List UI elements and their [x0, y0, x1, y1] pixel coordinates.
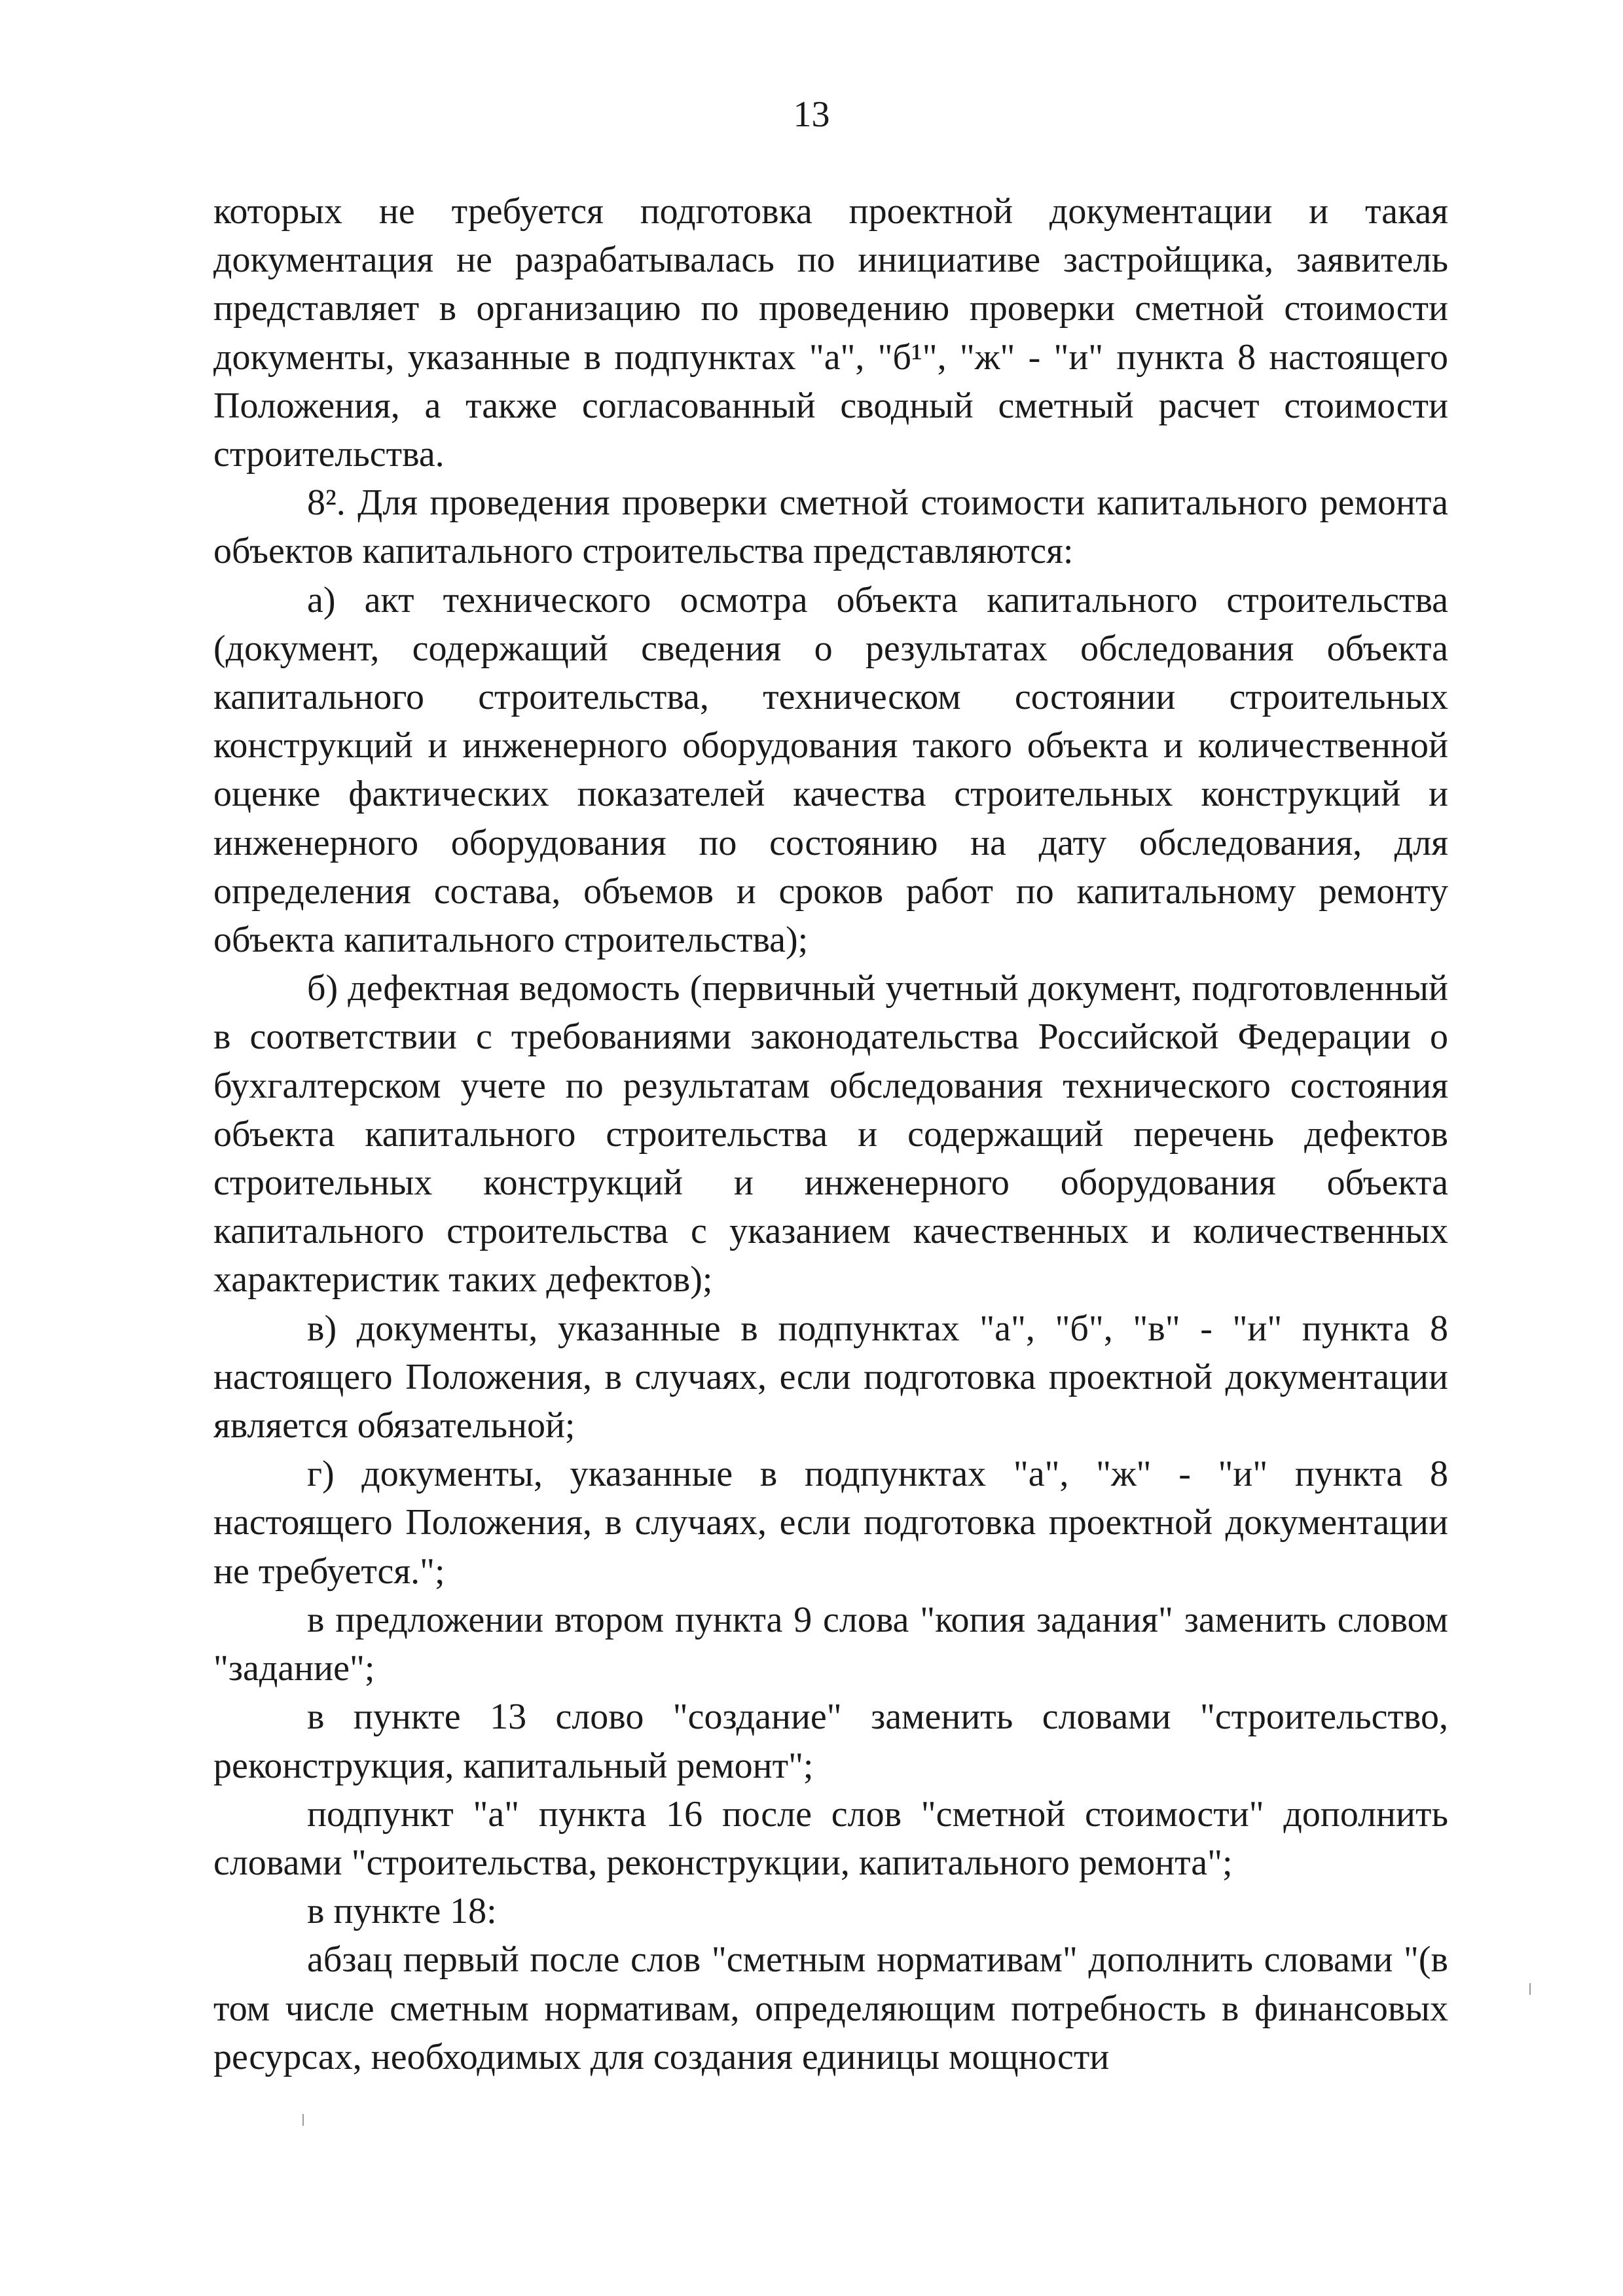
paragraph: которых не требуется подготовка проектной документации и такая документация не разрабатывалась по инициативе застройщика, заявитель представляет в организацию по проведению проверки сметной стоимости документы, указанные в подпунктах "а", "б¹", "ж" - "и" пункта 8 настоящего Положения, а также согласованный сводный сметный расчет стоимости строительства.: [213, 191, 1448, 475]
paragraph: г) документы, указанные в подпунктах "а", "ж" - "и" пункта 8 настоящего Положения, в случаях, если подготовка проектной документации не требуется.";: [213, 1454, 1448, 1592]
page-number: 13: [793, 94, 830, 135]
paragraph: в пункте 13 слово "создание" заменить словами "строительство, реконструкция, капитальный ремонт";: [213, 1696, 1448, 1786]
scan-artifact: [1529, 1983, 1531, 1995]
document-body: [213, 187, 1448, 2081]
paragraph: 8². Для проведения проверки сметной стоимости капитального ремонта объектов капитального строительства представляются:: [213, 482, 1448, 572]
paragraph: б) дефектная ведомость (первичный учетный документ, подготовленный в соответствии с требованиями законодательства Российской Федерации о бухгалтерском учете по результатам обследования технического состояния объекта капитального строительства и содержащий перечень дефектов строительных конструкций и инженерного оборудования объекта капитального строительства с указанием качественных и количественных характеристик таких дефектов);: [213, 968, 1448, 1300]
paragraph: в предложении втором пункта 9 слова "копия задания" заменить словом "задание";: [213, 1599, 1448, 1689]
scan-artifact: [302, 2114, 304, 2126]
paragraph: в) документы, указанные в подпунктах "а", "б", "в" - "и" пункта 8 настоящего Положения, в случаях, если подготовка проектной документации является обязательной;: [213, 1308, 1448, 1446]
paragraph: подпункт "а" пункта 16 после слов "сметной стоимости" дополнить словами "строительства, реконструкции, капитального ремонта";: [213, 1793, 1448, 1883]
paragraph: абзац первый после слов "сметным нормативам" дополнить словами "(в том числе сметным нормативам, определяющим потребность в финансовых ресурсах, необходимых для создания единицы мощности: [213, 1939, 1448, 2077]
paragraph: в пункте 18:: [307, 1891, 497, 1932]
paragraph: а) акт технического осмотра объекта капитального строительства (документ, содержащий сведения о результатах обследования объекта капитального строительства, техническом состоянии строительных конструкций и инженерного оборудования такого объекта и количественной оценке фактических показателей качества строительных конструкций и инженерного оборудования по состоянию на дату обследования, для определения состава, объемов и сроков работ по капитальному ремонту объекта капитального строительства);: [213, 579, 1448, 961]
